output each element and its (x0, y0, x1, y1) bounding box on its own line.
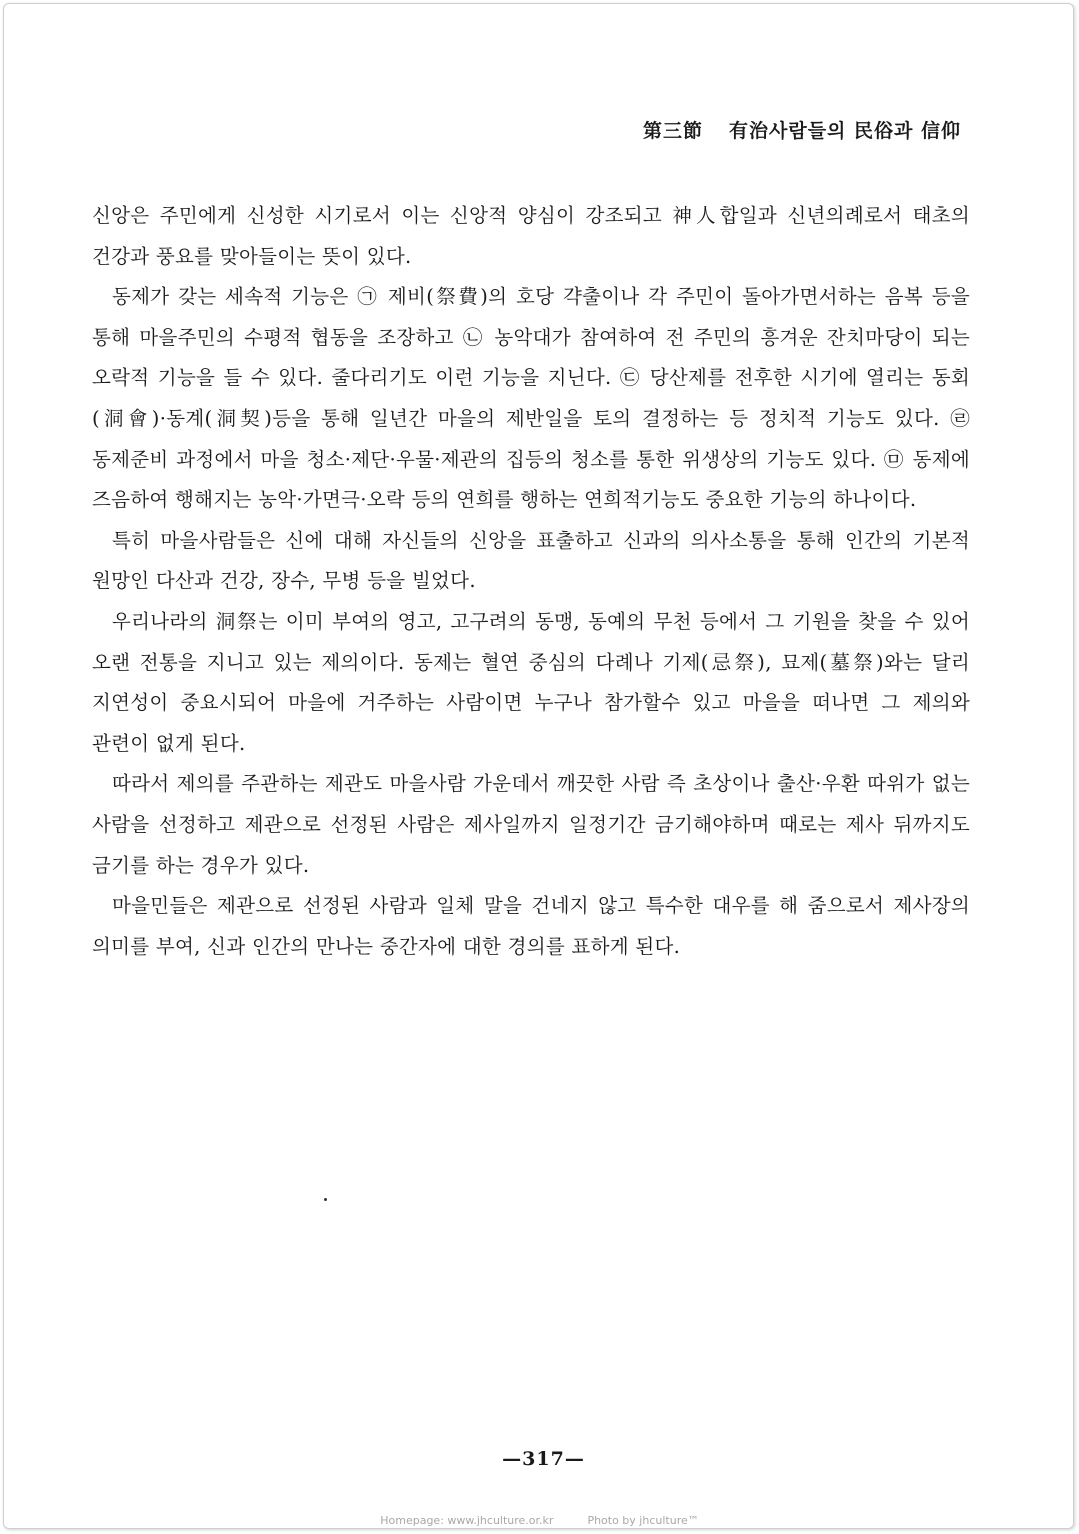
paragraph-4: 우리나라의 洞祭는 이미 부여의 영고, 고구려의 동맹, 동예의 무천 등에서 그 기원을 찾을 수 있어 오랜 전통을 지니고 있는 제의이다. 동제는 혈연 중심의 다례나 기제(忌祭), 묘제(墓祭)와는 달리 지연성이 중요시되어 마을에 거주하는 사람이면 누구나 참가할수 있고 마을을 떠나면 그 제의와 관련이 없게 된다. (92, 609, 970, 755)
page-number: —317— (502, 1448, 585, 1470)
running-header (643, 116, 961, 143)
paragraph-6: 마을민들은 제관으로 선정된 사람과 일체 말을 건네지 않고 특수한 대우를 해 줌으로서 제사장의 의미를 부여, 신과 인간의 만나는 중간자에 대한 경의를 표하게 된다. (92, 894, 970, 958)
footer-photo-credit: Photo by jhculture™ (587, 1514, 699, 1527)
paragraph-2: 동제가 갖는 세속적 기능은 ㉠ 제비(祭費)의 호당 갹출이나 각 주민이 돌아가면서하는 음복 등을 통해 마을주민의 수평적 협동을 조장하고 ㉡ 농악대가 참여하여 전 주민의 흥겨운 잔치마당이 되는 오락적 기능을 들 수 있다. 줄다리기도 이런 기능을 지닌다. ㉢ 당산제를 전후한 시기에 열리는 동회(洞會)·동계(洞契)등을 통해 일년간 마을의 제반일을 토의 결정하는 등 정치적 기능도 있다. ㉣ 동제준비 과정에서 마을 청소·제단·우물·제관의 집등의 청소를 통한 위생상의 기능도 있다. ㉤ 동제에 즈음하여 행해지는 농악·가면극·오락 등의 연희를 행하는 연희적기능도 중요한 기능의 하나이다. (92, 285, 971, 512)
body-text (92, 196, 970, 967)
paragraph-5: 따라서 제의를 주관하는 제관도 마을사람 가운데서 깨끗한 사람 즉 초상이나 출산·우환 따위가 없는 사람을 선정하고 제관으로 선정된 사람은 제사일까지 일정기간 금기해야하며 때로는 제사 뒤까지도 금기를 하는 경우가 있다. (92, 772, 970, 877)
page-frame (3, 3, 1074, 1529)
header-chapter: 第三節 (642, 120, 703, 142)
header-title: 有治사람들의 民俗과 信仰 (728, 120, 961, 142)
footer-homepage: Homepage: www.jhculture.or.kr (380, 1514, 554, 1527)
stray-dot (324, 1198, 327, 1201)
paragraph-1: 신앙은 주민에게 신성한 시기로서 이는 신앙적 양심이 강조되고 神人합일과 신년의례로서 태초의 건강과 풍요를 맞아들이는 뜻이 있다. (92, 204, 970, 268)
paragraph-3: 특히 마을사람들은 신에 대해 자신들의 신앙을 표출하고 신과의 의사소통을 통해 인간의 기본적 원망인 다산과 건강, 장수, 무병 등을 빌었다. (92, 528, 970, 593)
footer-credit (0, 1514, 1079, 1527)
